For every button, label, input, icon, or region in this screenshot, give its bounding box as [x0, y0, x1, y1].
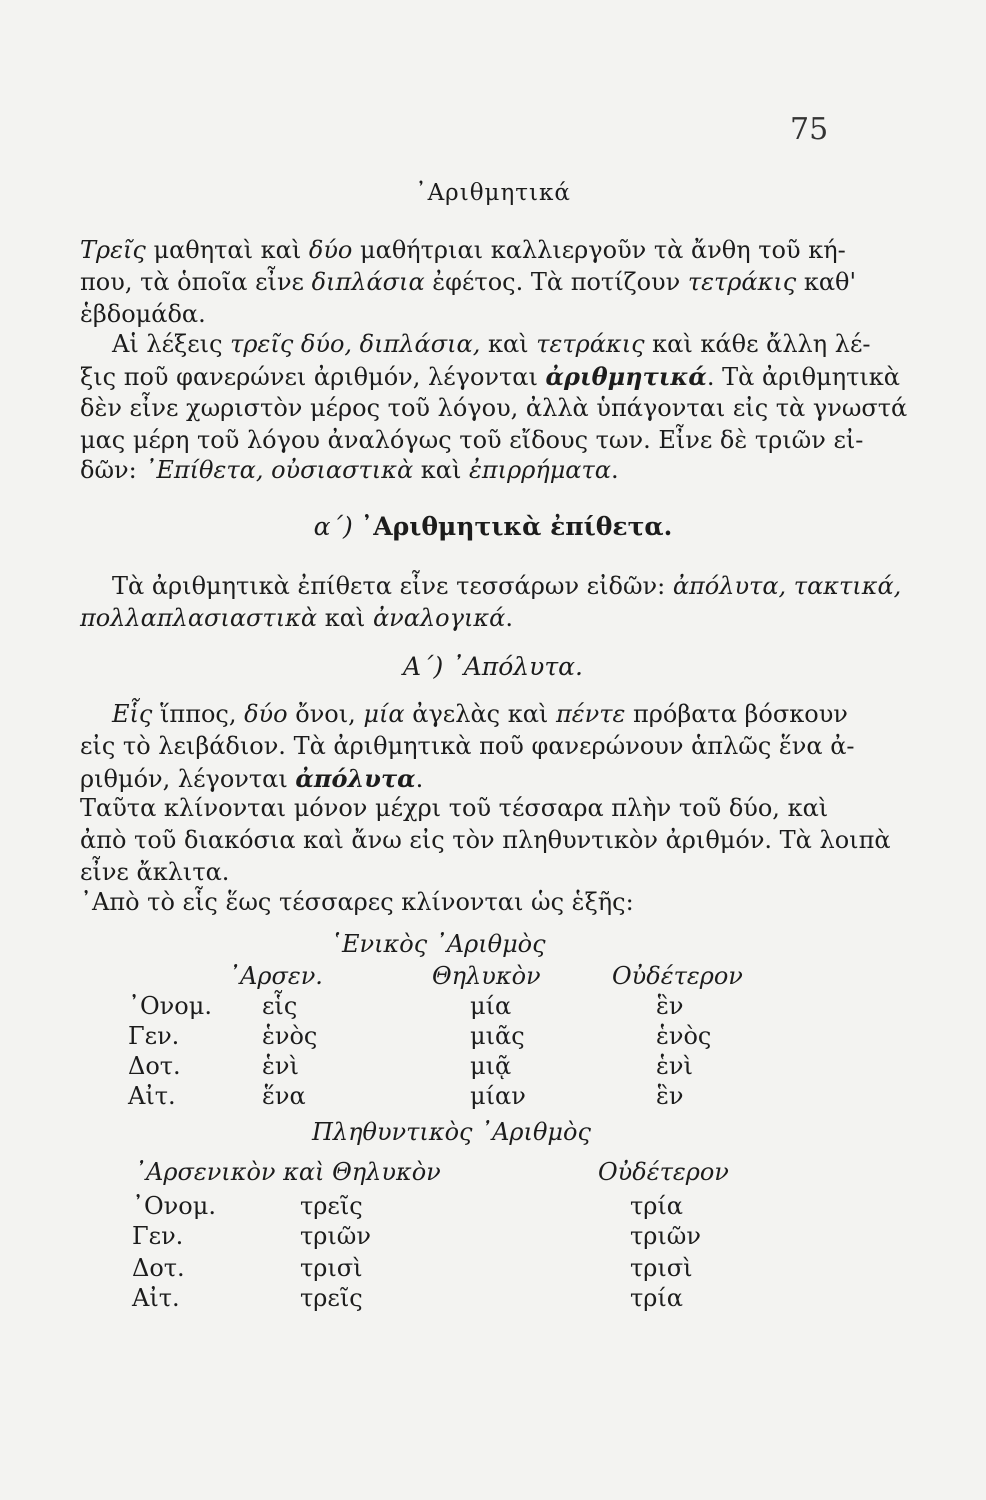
text-span: δύο [244, 700, 288, 728]
paragraph-2-line-2 [80, 362, 900, 391]
text-span: καὶ [480, 330, 537, 358]
text-span: . [415, 765, 424, 793]
plural-case-acc: Αἰτ. [132, 1284, 180, 1312]
text-span: . [505, 604, 513, 632]
text-span: δῶν: [80, 456, 145, 484]
text-span: ᾿Αριθμητικὰ ἐπίθετα. [360, 512, 673, 541]
plural-mf-dat: τρισὶ [300, 1254, 363, 1282]
text-span: Αἱ λέξεις [112, 330, 231, 358]
plural-heading: Πληθυντικὸς ᾿Αριθμὸς [312, 1118, 591, 1146]
text-span: ἐφέτος. Τὰ ποτίζουν [424, 268, 688, 296]
text-span: ᾿Επίθετα, οὐσιαστικὰ [144, 456, 414, 484]
section-heading-A: Α΄) ᾿Απόλυτα. [403, 652, 583, 681]
text-span: πρόβατα βόσκουν [625, 700, 848, 728]
paragraph-2-line-4: μας μέρη τοῦ λόγου ἀναλόγως τοῦ εἴδους των. Εἶνε δὲ τριῶν εἰ- [80, 426, 864, 454]
singular-neut-gen: ἑνὸς [656, 1022, 712, 1050]
section-heading-a [0, 512, 986, 541]
text-span: ὄνοι, [287, 700, 364, 728]
plural-mf-acc: τρεῖς [300, 1284, 363, 1312]
plural-mf-nom: τρεῖς [300, 1192, 363, 1220]
text-span: δύο [308, 236, 353, 264]
singular-masc-nom: εἷς [262, 992, 298, 1020]
paragraph-5-line-2: ἀπὸ τοῦ διακόσια καὶ ἄνω εἰς τὸν πληθυντικὸν ἀριθμόν. Τὰ λοιπὰ [80, 826, 891, 854]
page-number: 75 [790, 112, 829, 147]
text-span: που, τὰ ὁποῖα εἶνε [80, 268, 312, 296]
singular-case-nom: ᾿Ονομ. [128, 992, 212, 1020]
plural-mf-gen: τριῶν [300, 1222, 371, 1250]
text-span: ἀριθμητικά [545, 362, 707, 391]
singular-col-feminine: Θηλυκὸν [432, 962, 541, 990]
text-span: μαθήτριαι καλλιεργοῦν τὰ ἄνθη τοῦ κή- [352, 236, 846, 264]
plural-neut-nom: τρία [630, 1192, 684, 1220]
singular-fem-nom: μία [470, 992, 512, 1020]
text-span: ξις ποῦ φανερώνει ἀριθμόν, λέγονται [80, 363, 546, 391]
singular-fem-gen: μιᾶς [470, 1022, 525, 1050]
text-span: πολλαπλασιαστικὰ [80, 604, 318, 632]
plural-case-nom: ᾿Ονομ. [132, 1192, 216, 1220]
text-span: τρεῖς δύο, διπλάσια, [230, 330, 481, 358]
paragraph-4-line-1 [112, 700, 850, 728]
singular-masc-dat: ἑνὶ [262, 1052, 299, 1080]
text-span: . Τὰ ἀριθμητικὰ [706, 363, 900, 391]
paragraph-6-line-1: ᾿Απὸ τὸ εἷς ἕως τέσσαρες κλίνονται ὡς ἑξῆς: [80, 888, 634, 916]
page-title: ᾿Αριθμητικά [415, 180, 571, 206]
text-span: τετράκις [687, 268, 797, 296]
paragraph-1-line-3: ἑβδομάδα. [80, 300, 206, 328]
paragraph-2-line-3: δὲν εἶνε χωριστὸν μέρος τοῦ λόγου, ἀλλὰ ὑπάγονται εἰς τὰ γνωστά [80, 394, 908, 422]
singular-heading: ῾Ενικὸς ᾿Αριθμὸς [330, 930, 546, 958]
paragraph-5-line-1: Ταῦτα κλίνονται μόνον μέχρι τοῦ τέσσαρα πλὴν τοῦ δύο, καὶ [80, 794, 829, 822]
text-span: διπλάσια [311, 268, 425, 296]
singular-fem-dat: μιᾷ [470, 1052, 512, 1080]
text-span: ἀπόλυτα [295, 764, 416, 793]
paragraph-2-line-5 [80, 456, 850, 484]
singular-case-gen: Γεν. [128, 1022, 180, 1050]
text-span: α΄) [313, 512, 361, 541]
singular-case-dat: Δοτ. [128, 1052, 181, 1080]
text-span: ἀναλογικά [372, 604, 506, 632]
singular-masc-gen: ἑνὸς [262, 1022, 318, 1050]
text-span: καὶ κάθε ἄλλη λέ- [644, 330, 871, 358]
paragraph-4-line-2: εἰς τὸ λειβάδιον. Τὰ ἀριθμητικὰ ποῦ φανερώνουν ἁπλῶς ἕνα ἀ- [80, 732, 855, 760]
text-span: Τρεῖς [80, 236, 146, 264]
paragraph-3-line-2 [80, 604, 850, 632]
singular-fem-acc: μίαν [470, 1082, 526, 1110]
text-span: ἐπιρρήματα [469, 456, 611, 484]
singular-masc-acc: ἕνα [262, 1082, 306, 1110]
paragraph-2-line-1 [112, 330, 871, 358]
text-span: μία [363, 700, 405, 728]
plural-col-masc-fem: ᾿Αρσενικὸν καὶ Θηλυκὸν [134, 1158, 441, 1186]
paragraph-5-line-3: εἶνε ἄκλιτα. [80, 858, 230, 886]
text-span: τετράκις [536, 330, 645, 358]
singular-neut-acc: ἓν [656, 1082, 684, 1110]
plural-neut-dat: τρισὶ [630, 1254, 693, 1282]
text-span: ἀπόλυτα, τακτικά, [672, 572, 902, 600]
singular-col-neuter: Οὐδέτερον [612, 962, 743, 990]
text-span: . [610, 456, 619, 484]
text-span: καθ' [796, 268, 857, 296]
plural-neut-gen: τριῶν [630, 1222, 701, 1250]
singular-case-acc: Αἰτ. [128, 1082, 176, 1110]
singular-neut-dat: ἑνὶ [656, 1052, 693, 1080]
paragraph-4-line-3 [80, 764, 850, 793]
plural-col-neuter: Οὐδέτερον [598, 1158, 729, 1186]
plural-case-gen: Γεν. [132, 1222, 184, 1250]
plural-neut-acc: τρία [630, 1284, 684, 1312]
text-span: καὶ [317, 604, 373, 632]
text-span: Τὰ ἀριθμητικὰ ἐπίθετα εἶνε τεσσάρων εἰδῶν: [112, 572, 673, 600]
text-span: ἀγελὰς καὶ [404, 700, 556, 728]
paragraph-1-line-1 [80, 236, 850, 264]
paragraph-3-line-1 [112, 572, 902, 600]
text-span: ριθμόν, λέγονται [80, 765, 296, 793]
text-span: μαθηταὶ καὶ [145, 236, 309, 264]
text-span: ἵππος, [152, 700, 245, 728]
text-span: Εἷς [112, 700, 153, 728]
text-span: καὶ [413, 456, 470, 484]
text-span: πέντε [555, 700, 626, 728]
singular-col-masculine: ᾿Αρσεν. [228, 962, 323, 990]
plural-case-dat: Δοτ. [132, 1254, 185, 1282]
singular-neut-nom: ἓν [656, 992, 684, 1020]
paragraph-1-line-2 [80, 268, 857, 296]
